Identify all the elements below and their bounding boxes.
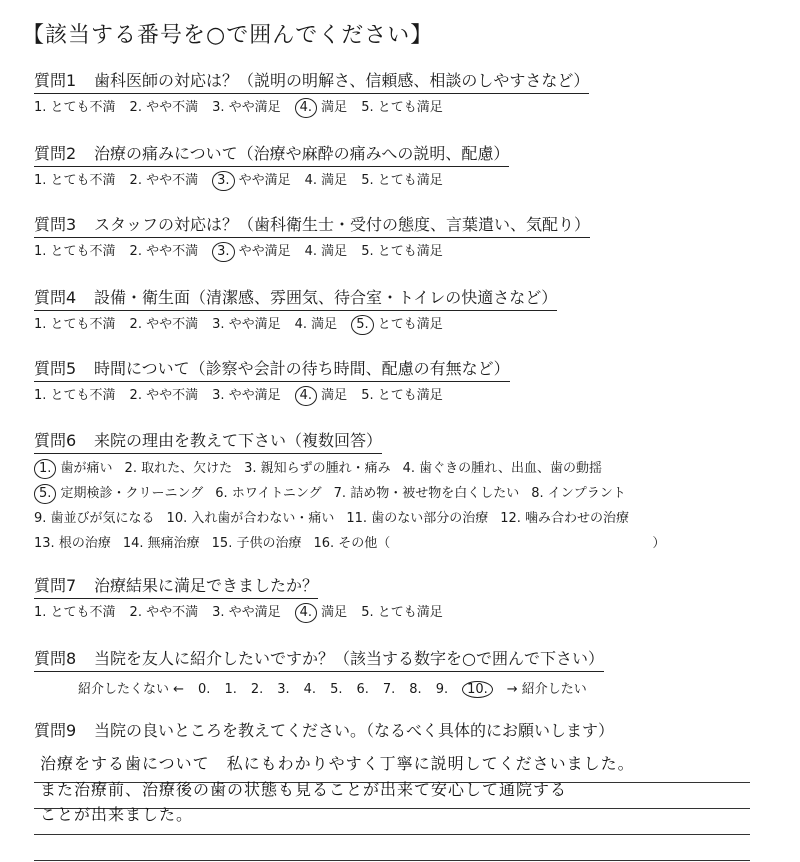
options	[34, 603, 784, 623]
option[interactable]: 1. とても不満	[34, 605, 116, 620]
selected-option[interactable]: 4. 満足	[295, 603, 348, 623]
option[interactable]: 5. とても満足	[361, 605, 443, 620]
question-number: 質問8	[34, 649, 77, 668]
option[interactable]: 1. とても不満	[34, 100, 116, 115]
options	[34, 171, 784, 191]
option-row	[34, 456, 784, 481]
option[interactable]: 11. 歯のない部分の治療	[346, 511, 489, 526]
question-text: 当院を友人に紹介したいですか？（該当する数字を○で囲んで下さい）	[94, 649, 604, 668]
scale-value[interactable]: 6.	[356, 682, 369, 697]
handwritten-answer-line-1: 治療をする歯について 私にもわかりやすく丁寧に説明してくださいました。	[40, 754, 635, 773]
option-row	[34, 481, 784, 506]
option[interactable]: 16. その他（	[313, 536, 391, 551]
option[interactable]: 10. 入れ歯が合わない・痛い	[166, 511, 335, 526]
option[interactable]: 2. やや不満	[129, 244, 199, 259]
option[interactable]: 9. 歯並びが気になる	[34, 511, 155, 526]
question-2	[34, 143, 784, 191]
option[interactable]: 2. やや不満	[129, 173, 199, 188]
question-7	[34, 575, 784, 623]
question-number: 質問3	[34, 215, 77, 234]
option[interactable]: 8. インプラント	[531, 486, 626, 501]
scale-left-label: 紹介したくない ←	[78, 682, 185, 697]
question-text: 歯科医師の対応は？（説明の明解さ、信頼感、相談のしやすさなど）	[94, 71, 590, 90]
option[interactable]: 3. やや満足	[212, 605, 281, 620]
handwritten-answer-line-2: また治療前、治療後の歯の状態も見ることが出来て安心して通院する	[40, 780, 568, 799]
question-3	[34, 214, 784, 262]
question-9	[34, 720, 784, 743]
option[interactable]: 3. 親知らずの腫れ・痛み	[244, 461, 391, 476]
option[interactable]: 4. 満足	[304, 173, 348, 188]
option[interactable]: 14. 無痛治療	[122, 536, 200, 551]
selected-scale-value[interactable]: 10.	[462, 681, 493, 698]
question-number: 質問1	[34, 71, 77, 90]
options	[34, 98, 784, 118]
option[interactable]: 2. 取れた、欠けた	[124, 461, 233, 476]
selected-option[interactable]: 3. やや満足	[212, 171, 291, 191]
question-number: 質問5	[34, 359, 77, 378]
other-close-paren: ）	[652, 536, 666, 551]
option[interactable]: 3. やや満足	[212, 100, 281, 115]
scale-value[interactable]: 1.	[224, 682, 237, 697]
multi-choice-options	[34, 456, 784, 556]
selected-option[interactable]: 4. 満足	[295, 386, 348, 406]
option[interactable]: 12. 噛み合わせの治療	[500, 511, 630, 526]
question-text: 時間について（診察や会計の待ち時間、配慮の有無など）	[94, 359, 510, 378]
option-row	[34, 506, 784, 531]
option[interactable]: 2. やや不満	[129, 388, 199, 403]
question-text: 設備・衛生面（清潔感、雰囲気、待合室・トイレの快適さなど）	[94, 288, 558, 307]
question-8	[34, 648, 784, 698]
option[interactable]: 5. とても満足	[361, 244, 443, 259]
ruled-line	[34, 835, 750, 861]
option[interactable]: 1. とても不満	[34, 244, 116, 259]
question-text: 治療結果に満足できましたか？	[94, 576, 319, 595]
scale-value[interactable]: 2.	[250, 682, 264, 697]
scale-value[interactable]: 5.	[330, 682, 343, 697]
question-number: 質問4	[34, 288, 77, 307]
question-text: 治療の痛みについて（治療や麻酔の痛みへの説明、配慮）	[94, 144, 510, 163]
question-4	[34, 287, 784, 335]
handwritten-answer-line-3: ことが出来ました。	[40, 805, 194, 824]
option[interactable]: 15. 子供の治療	[211, 536, 302, 551]
option[interactable]: 5. とても満足	[361, 388, 443, 403]
selected-option[interactable]: 5. 定期検診・クリーニング	[34, 481, 203, 506]
question-text: スタッフの対応は？（歯科衛生士・受付の態度、言葉遣い、気配り）	[94, 215, 591, 234]
option[interactable]: 5. とても満足	[361, 100, 443, 115]
option[interactable]: 4. 歯ぐきの腫れ、出血、歯の動揺	[402, 461, 602, 476]
option[interactable]: 4. 満足	[304, 244, 348, 259]
question-text: 当院の良いところを教えてください。（なるべく具体的にお願いします）	[94, 721, 615, 740]
question-6	[34, 430, 784, 556]
option[interactable]: 3. やや満足	[212, 388, 281, 403]
option[interactable]: 2. やや不満	[129, 605, 199, 620]
option[interactable]: 2. やや不満	[129, 317, 199, 332]
page-title: 【該当する番号を○で囲んでください】	[22, 23, 434, 48]
question-text: 来院の理由を教えて下さい（複数回答）	[94, 431, 383, 450]
scale-right-label: → 紹介したい	[506, 682, 587, 697]
scale-value[interactable]: 0.	[198, 682, 211, 697]
question-number: 質問2	[34, 144, 77, 163]
option[interactable]: 1. とても不満	[34, 388, 116, 403]
question-number: 質問9	[34, 721, 77, 740]
option[interactable]: 1. とても不満	[34, 317, 116, 332]
option[interactable]: 13. 根の治療	[34, 536, 111, 551]
question-5	[34, 358, 784, 406]
scale-value[interactable]: 8.	[409, 682, 422, 697]
option[interactable]: 7. 詰め物・被せ物を白くしたい	[333, 486, 520, 501]
option[interactable]: 1. とても不満	[34, 173, 116, 188]
option-row	[34, 531, 784, 556]
options	[34, 386, 784, 406]
scale-value[interactable]: 3.	[277, 682, 290, 697]
recommend-scale	[34, 678, 784, 698]
selected-option[interactable]: 4. 満足	[295, 98, 348, 118]
option[interactable]: 4. 満足	[294, 317, 338, 332]
options	[34, 315, 784, 335]
scale-value[interactable]: 7.	[382, 682, 396, 697]
question-number: 質問7	[34, 576, 77, 595]
selected-option[interactable]: 1. 歯が痛い	[34, 456, 113, 481]
scale-value[interactable]: 4.	[303, 682, 317, 697]
option[interactable]: 3. やや満足	[212, 317, 281, 332]
option[interactable]: 2. やや不満	[129, 100, 199, 115]
options	[34, 242, 784, 262]
option[interactable]: 6. ホワイトニング	[215, 486, 322, 501]
question-1	[34, 70, 784, 118]
question-number: 質問6	[34, 431, 77, 450]
selected-option[interactable]: 3. やや満足	[212, 242, 291, 262]
option[interactable]: 5. とても満足	[361, 173, 443, 188]
selected-option[interactable]: 5. とても満足	[351, 315, 443, 335]
scale-value[interactable]: 9.	[435, 682, 449, 697]
